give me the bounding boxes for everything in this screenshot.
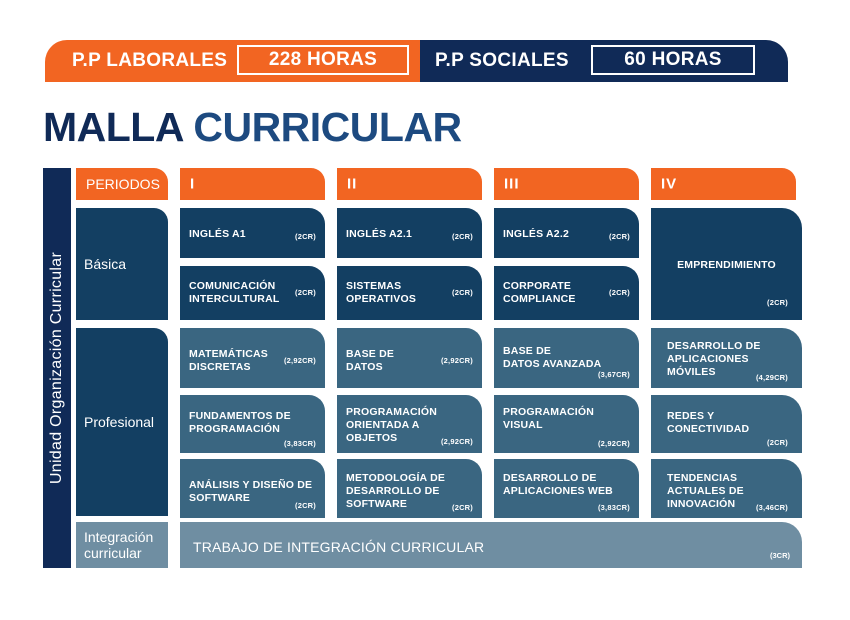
period-ii	[337, 168, 482, 200]
title-part2: CURRICULAR	[193, 104, 462, 150]
course-poo	[337, 395, 482, 453]
course-name: COMUNICACIÓN INTERCULTURAL	[189, 280, 280, 305]
course-name: DESARROLLO DE APLICACIONES MÓVILES	[667, 340, 761, 378]
period-label: III	[504, 175, 520, 193]
course-name: EMPRENDIMIENTO	[677, 259, 776, 271]
title-part1: MALLA	[43, 104, 183, 150]
period-label: I	[190, 175, 196, 193]
period-label: IV	[661, 175, 678, 193]
course-name: CORPORATE COMPLIANCE	[503, 280, 576, 305]
course-name: METODOLOGÍA DE DESARROLLO DE SOFTWARE	[346, 472, 446, 510]
course-name: REDES Y CONECTIVIDAD	[667, 410, 750, 435]
course-name: TENDENCIAS ACTUALES DE INNOVACIÓN	[667, 472, 744, 510]
course-credits: (2,92CR)	[597, 439, 630, 448]
course-ingles-a1	[180, 208, 325, 258]
row-basica-label: Básica	[84, 256, 127, 272]
row-profesional	[76, 328, 168, 516]
course-base-datos	[337, 328, 482, 388]
period-label: II	[347, 175, 358, 193]
course-prog-visual	[494, 395, 639, 453]
course-integracion	[180, 522, 802, 568]
course-credits: (2CR)	[609, 288, 630, 297]
row-integracion-label: Integración curricular	[84, 529, 154, 561]
period-iv	[651, 168, 796, 200]
course-credits: (3,83CR)	[283, 439, 316, 448]
course-credits: (3,83CR)	[597, 503, 630, 512]
course-name: BASE DE DATOS AVANZADA	[503, 345, 602, 370]
course-name: TRABAJO DE INTEGRACIÓN CURRICULAR	[193, 539, 485, 555]
course-name: MATEMÁTICAS DISCRETAS	[189, 348, 268, 373]
laborales-hours: 228 HORAS	[237, 45, 409, 75]
course-tendencias	[651, 459, 802, 518]
course-credits: (2CR)	[295, 501, 316, 510]
course-credits: (2CR)	[609, 232, 630, 241]
course-base-avanzada	[494, 328, 639, 388]
course-credits: (2,92CR)	[283, 356, 316, 365]
course-sistemas	[337, 266, 482, 320]
row-profesional-label: Profesional	[84, 414, 155, 430]
course-credits: (3,67CR)	[597, 370, 630, 379]
period-iii	[494, 168, 639, 200]
course-name: BASE DE DATOS	[346, 348, 395, 373]
course-ingles-a21	[337, 208, 482, 258]
course-desarrollo-moviles	[651, 328, 802, 388]
laborales-label: P.P LABORALES	[72, 50, 228, 71]
course-name: ANÁLISIS Y DISEÑO DE SOFTWARE	[189, 479, 313, 504]
course-corporate	[494, 266, 639, 320]
course-credits: (3,46CR)	[755, 503, 788, 512]
row-basica	[76, 208, 168, 320]
course-credits: (2CR)	[452, 232, 473, 241]
course-analisis	[180, 459, 325, 518]
page-title	[43, 104, 462, 151]
course-credits: (2CR)	[295, 232, 316, 241]
course-credits: (2CR)	[452, 288, 473, 297]
course-credits: (3CR)	[770, 551, 790, 560]
course-metodologia	[337, 459, 482, 518]
course-credits: (2CR)	[767, 298, 788, 307]
periods-header-label: PERIODOS	[86, 176, 160, 192]
course-credits: (2,92CR)	[440, 437, 473, 446]
course-name: INGLÉS A1	[189, 228, 246, 240]
course-name: SISTEMAS OPERATIVOS	[346, 280, 417, 305]
course-fundamentos	[180, 395, 325, 453]
course-name: INGLÉS A2.2	[503, 228, 569, 240]
course-credits: (2CR)	[767, 438, 788, 447]
course-matematicas	[180, 328, 325, 388]
course-emprendimiento	[651, 208, 802, 320]
course-name: FUNDAMENTOS DE PROGRAMACIÓN	[189, 410, 291, 435]
periods-header	[76, 168, 168, 200]
course-credits: (4,29CR)	[755, 373, 788, 382]
course-name: PROGRAMACIÓN VISUAL	[503, 406, 595, 431]
course-name: DESARROLLO DE APLICACIONES WEB	[503, 472, 613, 497]
course-name: PROGRAMACIÓN ORIENTADA A OBJETOS	[346, 406, 438, 444]
course-ingles-a22	[494, 208, 639, 258]
course-desarrollo-web	[494, 459, 639, 518]
sociales-label: P.P SOCIALES	[435, 50, 569, 71]
row-integracion	[76, 522, 168, 568]
course-name: INGLÉS A2.1	[346, 228, 412, 240]
course-credits: (2CR)	[295, 288, 316, 297]
side-label: Unidad Organización Curricular	[48, 251, 65, 485]
course-redes	[651, 395, 802, 453]
course-comunicacion	[180, 266, 325, 320]
period-i	[180, 168, 325, 200]
sociales-hours: 60 HORAS	[591, 45, 755, 75]
course-credits: (2CR)	[452, 503, 473, 512]
course-credits: (2,92CR)	[440, 356, 473, 365]
